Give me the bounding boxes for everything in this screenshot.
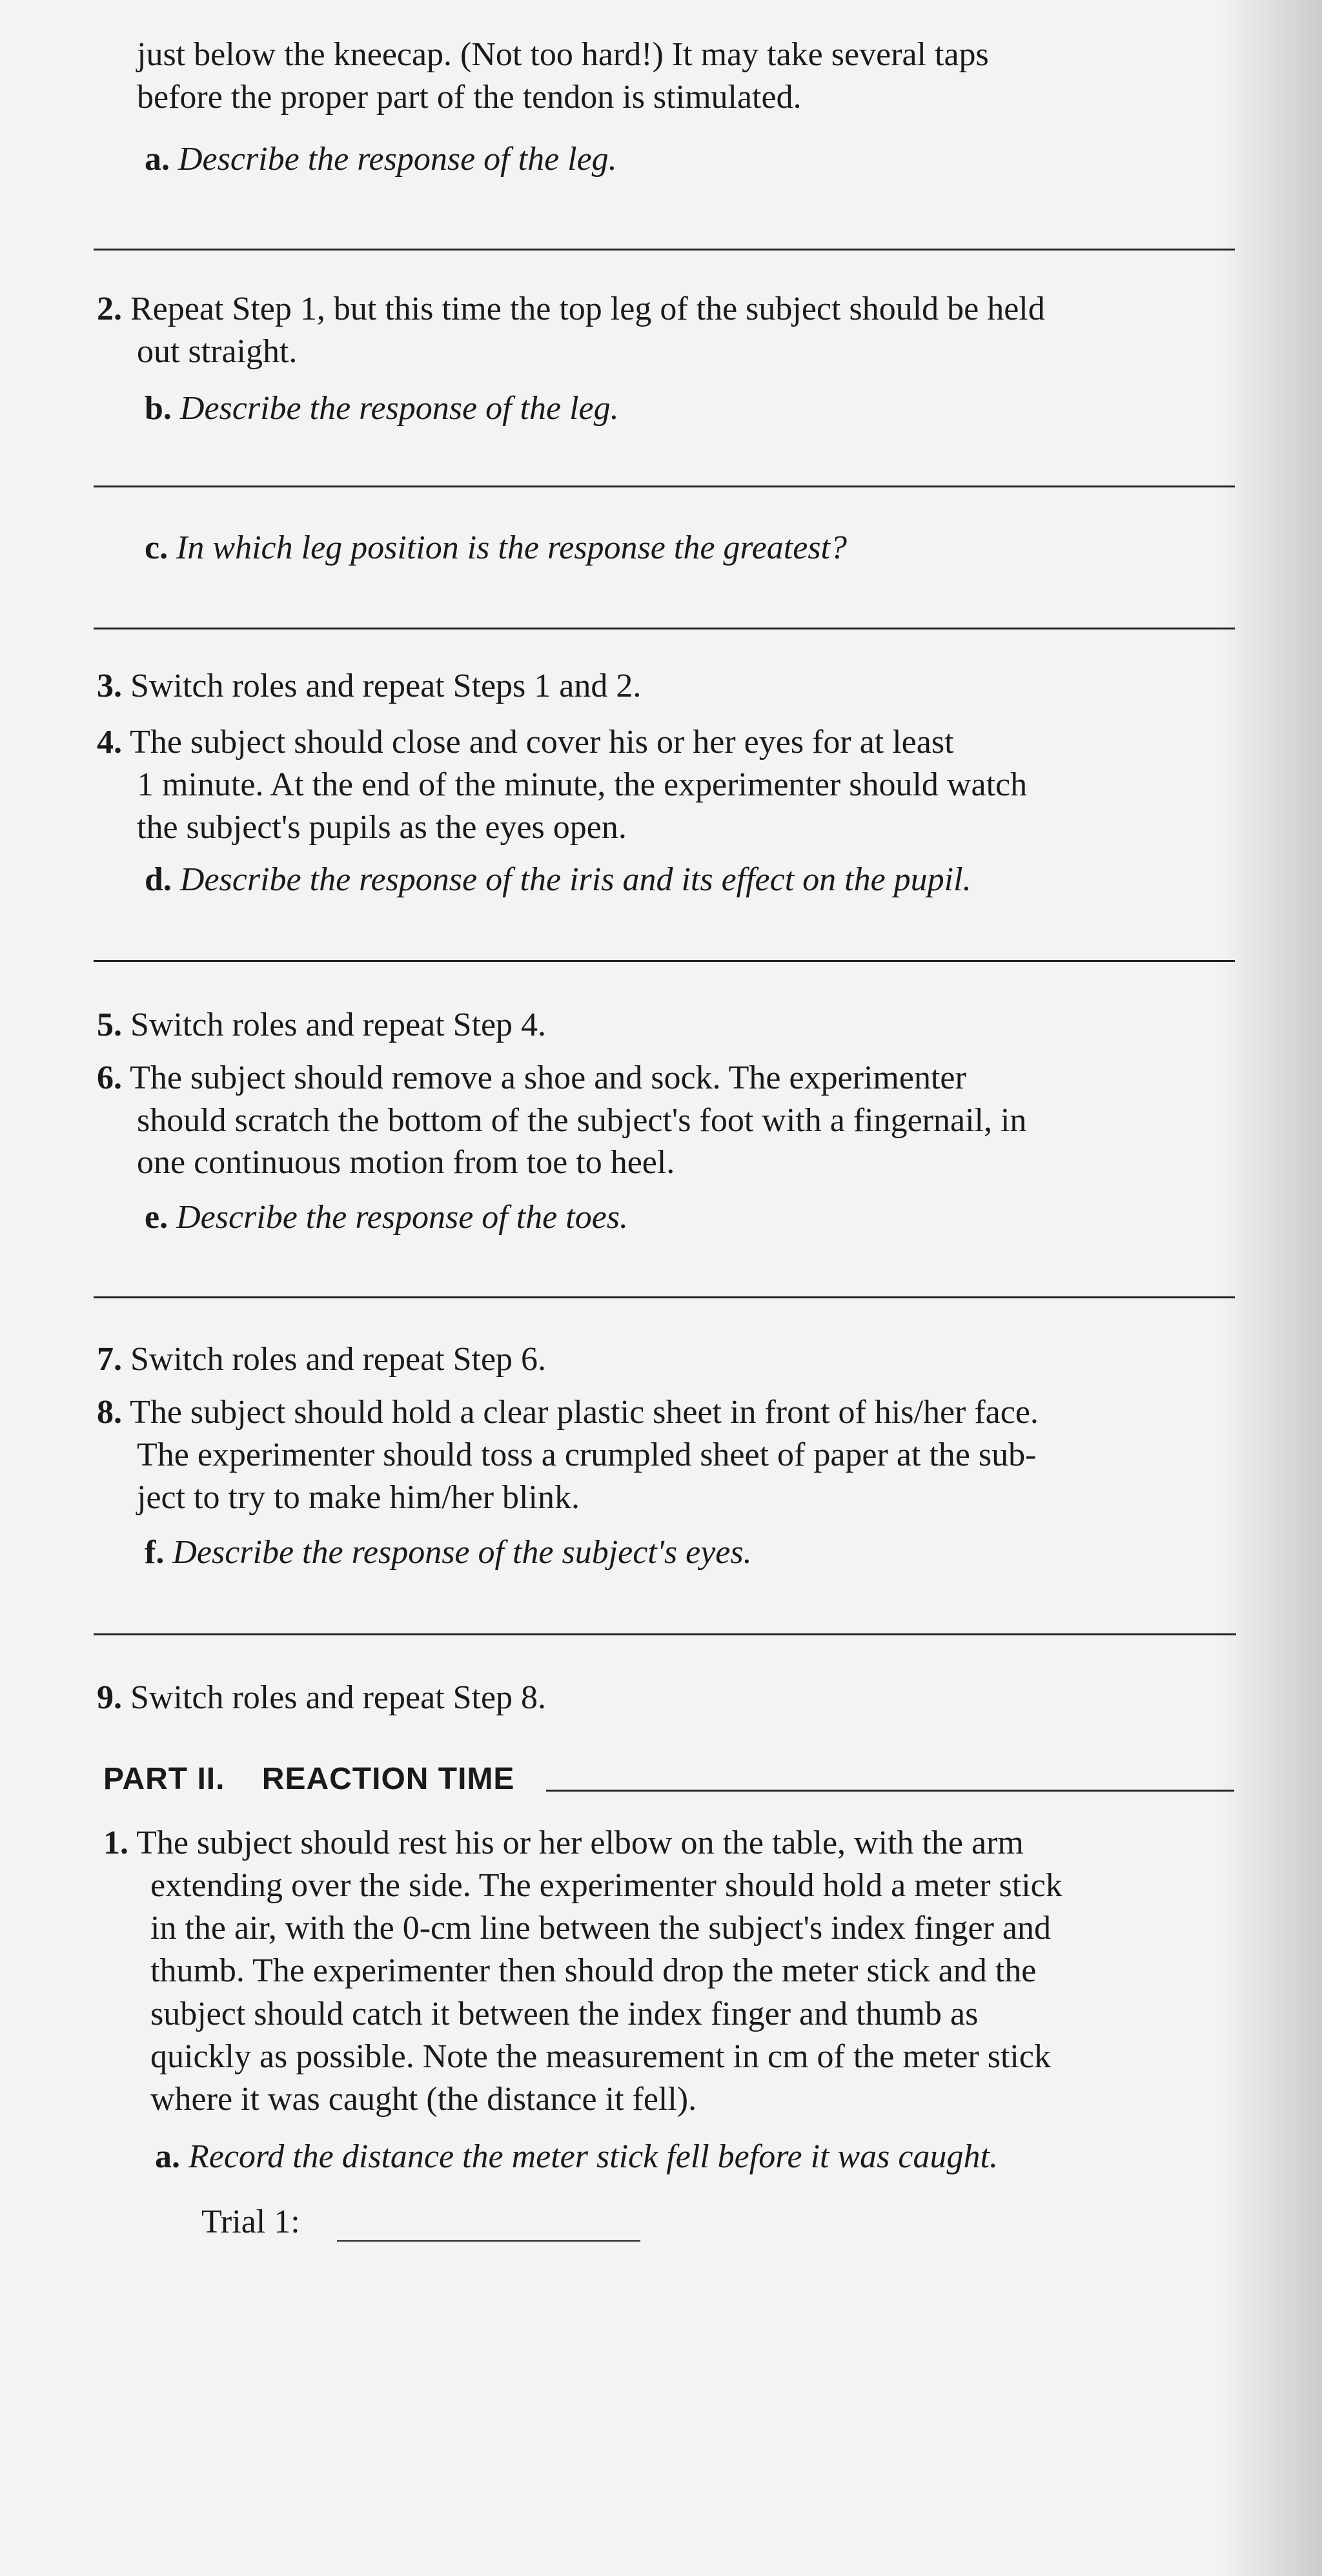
step-4-line-1	[97, 721, 954, 764]
step-4-text-1: The subject should close and cover his or her eyes for at least	[130, 724, 954, 761]
question-a-text: Describe the response of the leg.	[178, 141, 617, 178]
answer-line-e[interactable]	[94, 1296, 1235, 1298]
step-9	[97, 1677, 546, 1719]
step-6-text-1: The subject should remove a shoe and sock. The experimenter	[130, 1059, 966, 1096]
step-3	[97, 665, 641, 708]
question-b	[145, 387, 619, 430]
question-e-letter: e.	[145, 1199, 168, 1236]
step-6-line-2: should scratch the bottom of the subject's foot with a fingernail, in	[137, 1102, 1027, 1139]
step-2-line-1	[97, 288, 1045, 331]
part-2-step-1-line-1	[103, 1822, 1024, 1865]
step-5-text: Switch roles and repeat Step 4.	[130, 1007, 547, 1043]
part-2-question-a-letter: a.	[155, 2138, 180, 2175]
question-a-letter: a.	[145, 141, 170, 178]
answer-line-a[interactable]	[94, 249, 1235, 250]
question-d	[145, 859, 971, 901]
trial-1-label: Trial 1:	[201, 2203, 300, 2240]
part-2-heading-rule	[546, 1790, 1234, 1792]
part-2-line-2: extending over the side. The experimenter should hold a meter stick	[150, 1867, 1063, 1904]
step-8-text-1: The subject should hold a clear plastic sheet in front of his/her face.	[130, 1394, 1039, 1431]
part-2-step-1-number: 1.	[103, 1825, 128, 1861]
answer-line-b[interactable]	[94, 486, 1235, 487]
step-2-line-2: out straight.	[137, 333, 298, 370]
step-8-line-2: The experimenter should toss a crumpled sheet of paper at the sub-	[137, 1436, 1037, 1473]
question-f-text: Describe the response of the subject's eyes.	[172, 1534, 752, 1571]
question-e-text: Describe the response of the toes.	[176, 1199, 629, 1236]
question-f-letter: f.	[145, 1534, 165, 1571]
step-3-number: 3.	[97, 668, 122, 704]
question-f	[145, 1531, 752, 1574]
step-8-number: 8.	[97, 1394, 122, 1431]
step-7-text: Switch roles and repeat Step 6.	[130, 1341, 547, 1378]
answer-line-c[interactable]	[94, 628, 1235, 629]
step-9-text: Switch roles and repeat Step 8.	[130, 1679, 547, 1716]
question-e	[145, 1196, 628, 1239]
intro-line-1: just below the kneecap. (Not too hard!) It may take several taps	[137, 36, 989, 73]
step-3-text: Switch roles and repeat Steps 1 and 2.	[130, 668, 642, 704]
intro-line-2: before the proper part of the tendon is stimulated.	[137, 79, 802, 116]
step-4-line-3: the subject's pupils as the eyes open.	[137, 809, 627, 846]
question-d-letter: d.	[145, 861, 172, 898]
step-6-line-3: one continuous motion from toe to heel.	[137, 1144, 675, 1181]
question-c-text: In which leg position is the response the greatest?	[176, 529, 848, 566]
question-d-text: Describe the response of the iris and its effect on the pupil.	[179, 861, 971, 898]
trial-1-answer-line[interactable]	[337, 2240, 640, 2242]
scan-shadow	[1219, 0, 1322, 2576]
step-8-line-3: ject to try to make him/her blink.	[137, 1479, 580, 1516]
step-4-line-2: 1 minute. At the end of the minute, the experimenter should watch	[137, 766, 1028, 803]
part-2-heading: PART II. REACTION TIME	[103, 1762, 515, 1796]
part-2-line-6: quickly as possible. Note the measurement in cm of the meter stick	[150, 2038, 1051, 2075]
step-6-line-1	[97, 1057, 966, 1099]
step-2-number: 2.	[97, 291, 122, 327]
part-2-question-a	[155, 2136, 998, 2178]
step-7-number: 7.	[97, 1341, 122, 1378]
step-5-number: 5.	[97, 1007, 122, 1043]
step-4-number: 4.	[97, 724, 122, 761]
part-2-line-7: where it was caught (the distance it fell).	[150, 2081, 697, 2118]
question-c	[145, 527, 847, 569]
part-2-line-3: in the air, with the 0-cm line between the subject's index finger and	[150, 1910, 1051, 1947]
question-a	[145, 138, 617, 181]
question-b-text: Describe the response of the leg.	[179, 390, 619, 427]
part-2-question-a-text: Record the distance the meter stick fell before it was caught.	[188, 2138, 998, 2175]
step-7	[97, 1338, 546, 1381]
step-6-number: 6.	[97, 1059, 122, 1096]
part-2-line-5: subject should catch it between the index finger and thumb as	[150, 1996, 979, 2032]
question-c-letter: c.	[145, 529, 168, 566]
step-5	[97, 1004, 546, 1047]
step-2-text-1: Repeat Step 1, but this time the top leg of the subject should be held	[130, 291, 1045, 327]
part-2-step-1-text-1: The subject should rest his or her elbow on the table, with the arm	[136, 1825, 1024, 1861]
answer-line-d[interactable]	[94, 960, 1235, 962]
step-9-number: 9.	[97, 1679, 122, 1716]
part-2-line-4: thumb. The experimenter then should drop the meter stick and the	[150, 1952, 1037, 1989]
step-8-line-1	[97, 1391, 1039, 1434]
answer-line-f[interactable]	[94, 1633, 1236, 1635]
question-b-letter: b.	[145, 390, 172, 427]
